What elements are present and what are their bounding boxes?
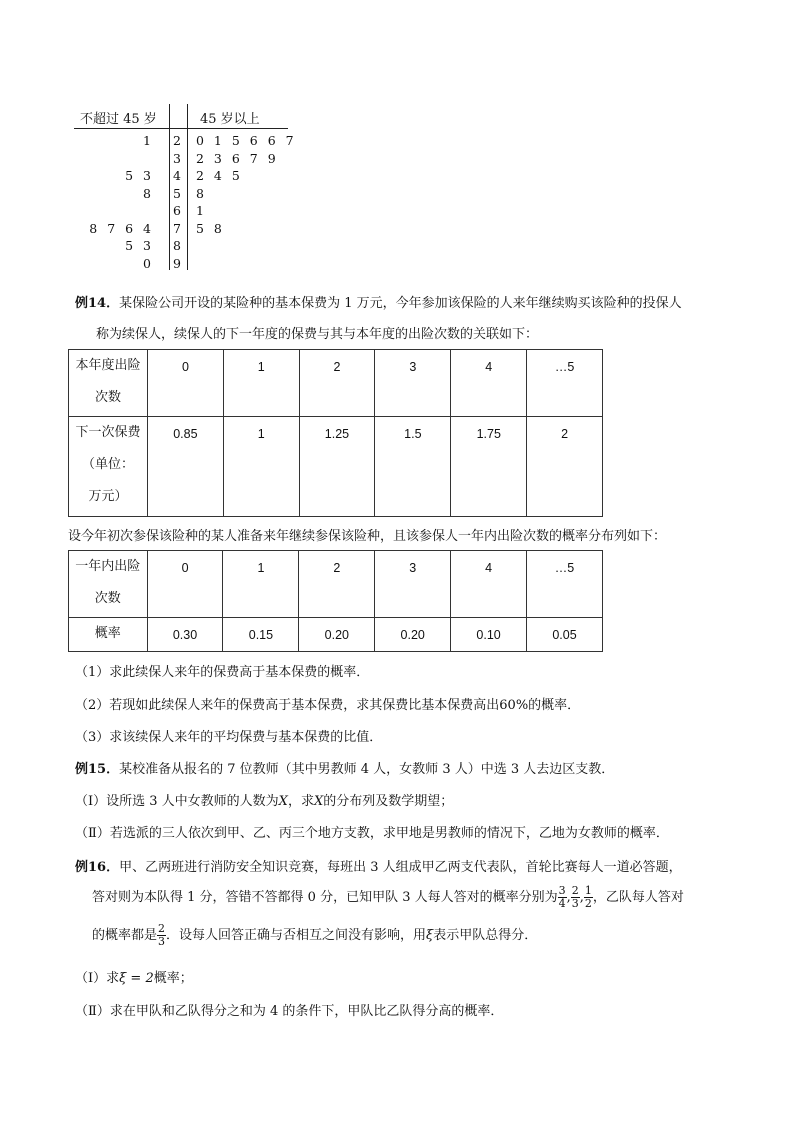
premium-cell: 1 — [223, 417, 299, 517]
ex16-line1 — [75, 856, 682, 875]
zeta-symbol: ξ — [426, 928, 434, 943]
prob-row1-label-a: 一年内出险 — [75, 559, 141, 574]
stem-leaf-row — [70, 168, 300, 185]
leaves-left: 5 3 — [125, 168, 154, 183]
premium-table — [68, 349, 603, 517]
fraction-den: 2 — [584, 897, 592, 910]
probability-table — [68, 550, 603, 652]
ex16-q1 — [75, 967, 193, 986]
prob-cell: 0.20 — [299, 618, 375, 652]
leaves-right: 0 1 5 6 6 7 — [196, 133, 297, 148]
premium-cell: 0 — [147, 350, 223, 417]
stem: 7 — [173, 220, 181, 236]
premium-row2-label — [69, 417, 148, 517]
ex15-q1 — [75, 790, 453, 809]
stem-leaf-plot — [70, 104, 300, 274]
premium-cell: 3 — [375, 350, 451, 417]
stem: 6 — [173, 203, 181, 218]
premium-row2-label-a: 下一次保费 — [75, 425, 141, 440]
ex15-var-x: X — [278, 794, 288, 809]
premium-cell: 1.75 — [451, 417, 527, 517]
stem: 3 — [173, 150, 181, 166]
ex14-line2: 称为续保人，续保人的下一年度的保费与其与本年度的出险次数的关联如下： — [96, 327, 539, 342]
premium-cell: 4 — [451, 350, 527, 417]
prob-cell: 1 — [223, 551, 299, 618]
premium-table-row1 — [69, 350, 603, 417]
ex14-q3: （3）求该续保人来年的平均保费与基本保费的比值． — [75, 730, 383, 745]
leaves-left: 8 — [143, 185, 154, 201]
stem-leaf-row — [70, 151, 300, 168]
ex15-q1-b: ，求 — [287, 794, 314, 809]
prob-row1-label-b: 次数 — [94, 591, 121, 606]
ex14-q2: （2）若现如此续保人来年的保费高于基本保费，求其保费比基本保费高出60%的概率． — [75, 698, 581, 713]
premium-cell: 1 — [223, 350, 299, 417]
ex16-line2-b: ，乙队每人答对 — [592, 890, 684, 905]
ex16-label: 例 — [75, 860, 89, 875]
ex16-q1-a: （Ⅰ）求 — [75, 971, 120, 986]
fraction-num: 3 — [558, 884, 566, 897]
prob-cell: 2 — [299, 551, 375, 618]
premium-table-row2 — [69, 417, 603, 517]
fraction-num: 2 — [571, 884, 579, 897]
premium-cell: 2 — [299, 350, 375, 417]
prob-cell: 0.30 — [147, 618, 223, 652]
leaves-left: 1 — [143, 133, 154, 148]
right-header: 45 岁以上 — [200, 112, 260, 127]
fraction-num: 2 — [158, 922, 166, 935]
premium-row2-label-b: （单位： — [81, 457, 134, 472]
ex16-num: 16． — [88, 860, 120, 875]
premium-cell: 0.85 — [147, 417, 223, 517]
ex16-line3 — [92, 922, 537, 950]
leaves-left: 8 7 6 4 — [89, 220, 154, 236]
ex15-label: 例 — [75, 762, 89, 777]
premium-row1-label-a: 本年度出险 — [75, 358, 141, 373]
ex16-line3-c: 表示甲队总得分． — [433, 928, 538, 943]
header-rule — [74, 128, 288, 129]
leaves-right: 2 4 5 — [196, 168, 243, 183]
fraction — [584, 885, 593, 910]
fraction-den: 3 — [158, 935, 166, 948]
fraction — [571, 885, 580, 910]
leaves-right: 1 — [196, 203, 207, 218]
fraction — [157, 923, 166, 948]
leaves-right: 8 — [196, 185, 207, 201]
ex14-num: 14． — [88, 296, 120, 311]
prob-row1-label — [69, 551, 148, 618]
probability-table-row2 — [69, 618, 603, 652]
prob-cell: 0.05 — [527, 618, 603, 652]
leaves-right: 2 3 6 7 9 — [196, 150, 279, 166]
ex15-q1-c: 的分布列及数学期望； — [323, 794, 454, 809]
leaves-right: 5 8 — [196, 220, 225, 236]
premium-cell: 1.25 — [299, 417, 375, 517]
ex15-text1: 某校准备从报名的 7 位教师（其中男教师 4 人，女教师 3 人）中选 3 人去边区支教． — [119, 762, 615, 777]
premium-row1-label — [69, 350, 148, 417]
ex16-line3-b: ．设每人回答正确与否相互之间没有影响，用 — [166, 928, 427, 943]
prob-cell: 3 — [375, 551, 451, 618]
prob-cell: 0.20 — [375, 618, 451, 652]
premium-row1-label-b: 次数 — [94, 390, 121, 405]
leaves-left: 0 — [143, 255, 154, 271]
left-header: 不超过 45 岁 — [80, 112, 157, 127]
premium-cell: …5 — [527, 350, 603, 417]
premium-cell: 1.5 — [375, 417, 451, 517]
prob-row2-label: 概率 — [69, 618, 148, 652]
premium-cell: 2 — [527, 417, 603, 517]
stem: 4 — [173, 168, 181, 183]
ex16-line3-a: 的概率都是 — [92, 928, 158, 943]
ex14-between: 设今年初次参保该险种的某人准备来年继续参保该险种，且该参保人一年内出险次数的概率分布列如下： — [68, 529, 667, 544]
ex16-line2-a: 答对则为本队得 1 分，答错不答都得 0 分，已知甲队 3 人每人答对的概率分别为 — [92, 890, 558, 905]
prob-cell: 0.10 — [451, 618, 527, 652]
ex16-text1: 甲、乙两班进行消防安全知识竞赛，每班出 3 人组成甲乙两支代表队，首轮比赛每人一道必答题， — [119, 860, 682, 875]
fraction-num: 1 — [584, 884, 592, 897]
ex15-line1 — [75, 758, 614, 777]
stem-leaf-row — [70, 203, 300, 220]
prob-cell: 4 — [451, 551, 527, 618]
prob-cell: 0.15 — [223, 618, 299, 652]
probability-table-row1 — [69, 551, 603, 618]
ex15-num: 15． — [88, 762, 120, 777]
ex15-var-x2: X — [313, 794, 324, 809]
ex14-text1: 某保险公司开设的某险种的基本保费为 1 万元，今年参加该保险的人来年继续购买该险种的投保人 — [119, 296, 682, 311]
ex16-q1-expr: ξ = 2 — [119, 971, 154, 986]
ex14-line1 — [75, 292, 682, 311]
ex14-label: 例 — [75, 296, 89, 311]
stem-leaf-row — [70, 238, 300, 255]
stem: 9 — [173, 255, 181, 271]
fraction-den: 3 — [571, 897, 579, 910]
premium-row2-label-c: 万元） — [88, 489, 128, 504]
stem-leaf-row — [70, 186, 300, 203]
ex16-q1-b: 概率； — [153, 971, 193, 986]
leaves-left: 5 3 — [125, 238, 154, 253]
ex16-q2: （Ⅱ）求在甲队和乙队得分之和为 4 的条件下，甲队比乙队得分高的概率． — [75, 1004, 504, 1019]
ex16-line2: 答对则为本队得 1 分，答错不答都得 0 分，已知甲队 3 人每人答对的概率分别为 $\frac{3}{4}$ , $\frac{2}{3}$ , $\frac{1}{2}$ ，乙队每人答对 — [92, 884, 684, 910]
prob-cell: …5 — [527, 551, 603, 618]
ex15-q1-a: （Ⅰ）设所选 3 人中女教师的人数为 — [75, 794, 279, 809]
ex14-q1: （1）求此续保人来年的保费高于基本保费的概率． — [75, 665, 370, 680]
stem: 8 — [173, 238, 181, 253]
stem-leaf-row — [70, 221, 300, 238]
stem-leaf-row — [70, 133, 300, 150]
fraction-den: 4 — [558, 897, 566, 910]
stem-leaf-row — [70, 256, 300, 273]
ex15-q2: （Ⅱ）若选派的三人依次到甲、乙、丙三个地方支教，求甲地是男教师的情况下，乙地为女教师的概率． — [75, 826, 669, 841]
stem: 2 — [173, 133, 181, 148]
stem: 5 — [173, 185, 181, 201]
prob-cell: 0 — [147, 551, 223, 618]
fraction — [558, 885, 567, 910]
